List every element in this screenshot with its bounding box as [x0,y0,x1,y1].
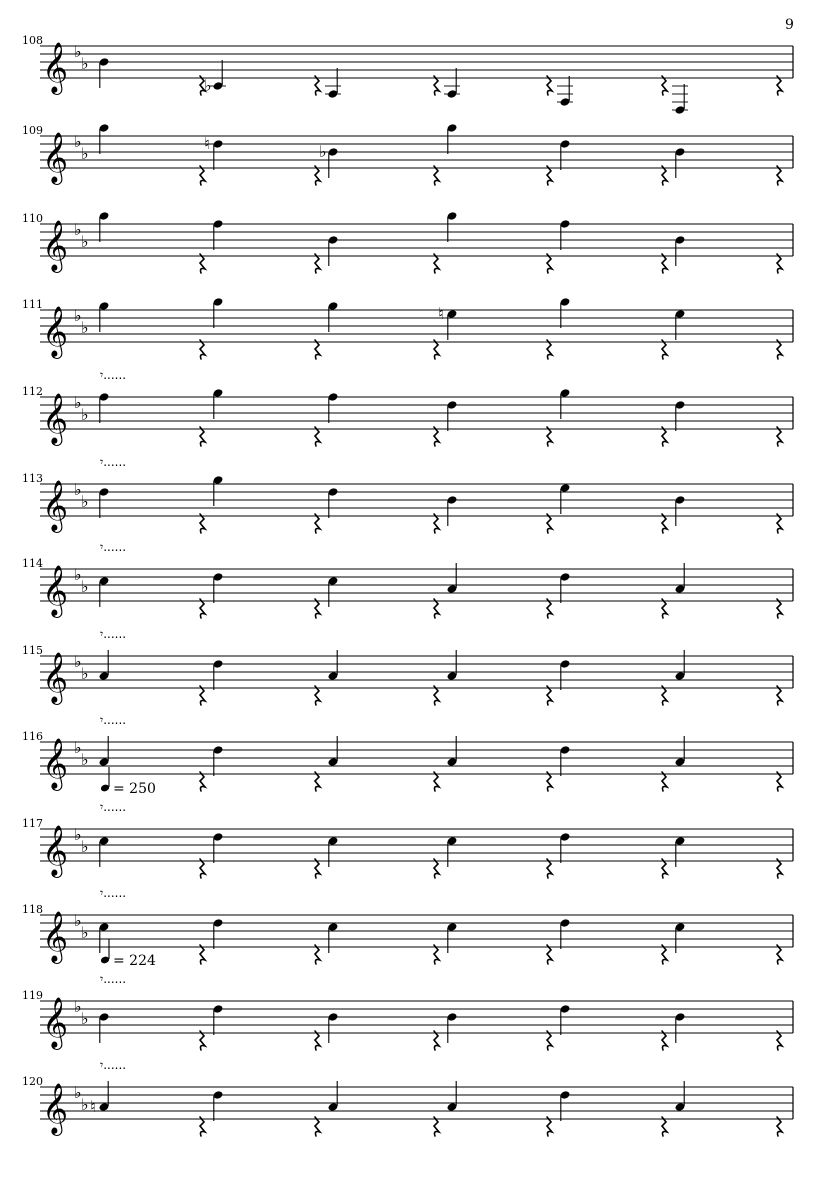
svg-text:𝄞: 𝄞 [42,565,69,616]
svg-text:𝄞: 𝄞 [42,997,69,1048]
svg-text:♮: ♮ [90,1097,96,1116]
svg-text:♭: ♭ [74,738,82,757]
svg-text:𝄞: 𝄞 [42,911,69,962]
svg-text:♭: ♭ [74,825,82,844]
svg-text:♭: ♭ [74,652,82,671]
svg-text:𝄞: 𝄞 [42,306,69,357]
music-system [22,368,793,446]
svg-text:𝄾......: 𝄾...... [100,368,127,382]
measure-number: 111 [22,298,43,311]
svg-text:♮: ♮ [204,134,210,153]
svg-text:♭: ♭ [74,480,82,499]
svg-text:𝄾......: 𝄾...... [100,1058,127,1072]
svg-text:♭: ♭ [81,1009,89,1028]
svg-text:𝄞: 𝄞 [42,652,69,703]
measure-number: 117 [22,817,43,830]
svg-text:𝄾......: 𝄾...... [100,540,127,554]
measure-number: 113 [22,472,43,485]
music-system [22,34,793,115]
svg-text:♭: ♭ [81,232,89,251]
measure-number: 118 [22,903,43,916]
svg-text:𝄞: 𝄞 [42,480,69,531]
svg-text:♭: ♭ [81,837,89,856]
svg-text:♭: ♭ [74,42,82,61]
svg-text:𝄞: 𝄞 [42,393,69,444]
measure-number: 119 [22,989,43,1002]
music-system [22,297,793,359]
svg-text:♭: ♭ [74,911,82,930]
svg-text:𝄾......: 𝄾...... [100,800,127,814]
music-system [22,713,793,791]
svg-text:♭: ♭ [319,142,327,161]
svg-text:𝄞: 𝄞 [42,738,69,789]
svg-text:𝄞: 𝄞 [42,825,69,876]
svg-text:𝄾......: 𝄾...... [100,627,127,641]
page-number: 9 [785,17,794,33]
svg-text:𝄾......: 𝄾...... [100,713,127,727]
measure-number: 110 [22,212,43,225]
music-system [22,540,793,618]
svg-text:♭: ♭ [81,750,89,769]
svg-text:♭: ♭ [81,144,89,163]
measure-number: 115 [22,644,43,657]
measure-number: 114 [22,557,43,570]
music-system [22,939,793,1050]
svg-text:♭: ♭ [74,306,82,325]
measure-number: 109 [22,124,43,137]
svg-text:♭: ♭ [74,393,82,412]
svg-text:♭: ♭ [74,1083,82,1102]
measure-number: 108 [22,34,43,47]
svg-text:♭: ♭ [81,923,89,942]
music-system [22,211,793,273]
measure-number: 116 [22,730,43,743]
svg-text:𝄞: 𝄞 [42,1083,69,1134]
tempo-marking: = 224 [113,953,156,969]
music-system [22,1058,793,1136]
svg-text:♭: ♭ [81,1095,89,1114]
svg-text:♭: ♭ [74,565,82,584]
svg-text:♭: ♭ [81,54,89,73]
svg-text:♭: ♭ [81,405,89,424]
svg-text:♮: ♮ [438,304,444,323]
music-system [22,627,793,705]
svg-text:♭: ♭ [74,220,82,239]
svg-text:𝄞: 𝄞 [42,220,69,271]
measure-number: 120 [22,1075,43,1088]
svg-text:♭: ♭ [204,76,212,95]
svg-text:♭: ♭ [81,577,89,596]
svg-text:𝄞: 𝄞 [42,132,69,183]
svg-text:♭: ♭ [81,664,89,683]
svg-text:♭: ♭ [81,492,89,511]
svg-text:𝄾......: 𝄾...... [100,886,127,900]
measure-number: 112 [22,385,43,398]
svg-text:𝄞: 𝄞 [42,42,69,93]
svg-text:♭: ♭ [74,132,82,151]
music-system [22,455,793,533]
svg-text:♭: ♭ [81,318,89,337]
tempo-marking: = 250 [113,781,156,797]
svg-text:𝄾......: 𝄾...... [100,455,127,469]
svg-text:♭: ♭ [74,997,82,1016]
music-system [22,767,793,878]
svg-text:𝄾......: 𝄾...... [100,972,127,986]
music-system [22,123,793,185]
